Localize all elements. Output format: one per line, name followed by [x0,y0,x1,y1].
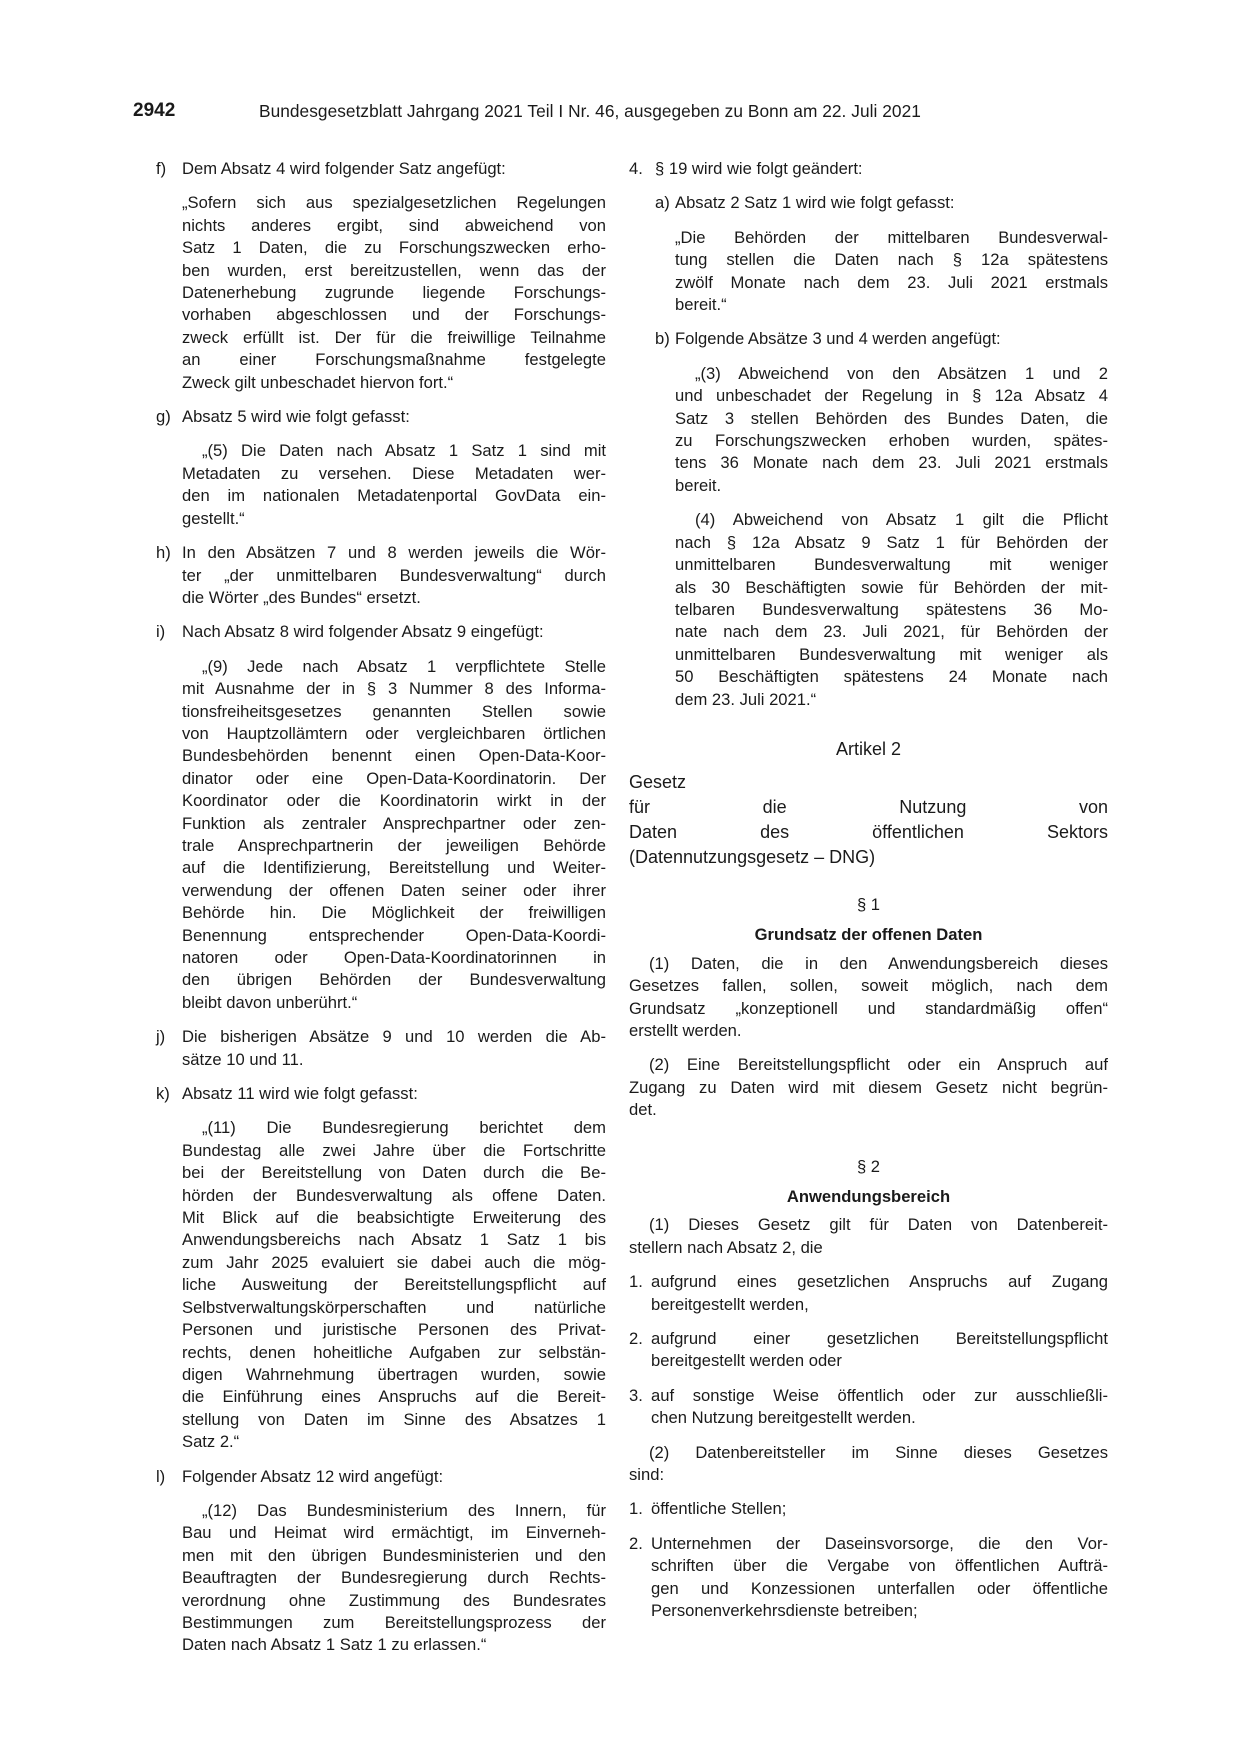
text-line: bereit. [675,475,722,495]
quoted-text [675,227,1108,317]
list-item [629,1533,1108,1623]
item-label: i) [156,622,166,642]
text-line: von Hauptzollämtern oder vergleichbaren örtlichen [182,723,606,743]
page-header [133,100,1113,130]
section-2-paragraph-1 [629,1214,1108,1259]
text-line: „(9) Jede nach Absatz 1 verpflichtete Stelle [202,656,606,676]
amendment-item-j [156,1026,606,1071]
section-2-list-1 [629,1271,1108,1441]
quoted-text [182,192,606,394]
section-title-1: Grundsatz der offenen Daten [754,925,983,945]
text-line: chen Nutzung bereitgestellt werden. [651,1408,916,1428]
text-line: auf die Identifizierung, Bereitstellung und Weiter- [182,858,606,878]
item-label: h) [156,543,171,563]
text-line: Selbstverwaltungskörperschaften und natürliche [182,1297,606,1317]
list-item-text [651,1385,1108,1430]
amendment-item-g [156,406,606,530]
text-line: sätze 10 und 11. [182,1049,304,1069]
text-line: Zweck gilt unbeschadet hiervon fort.“ [182,372,454,392]
text-line: nichts anderes ergibt, sind abweichend von [182,215,606,235]
text-line: bereitgestellt werden, [651,1294,809,1314]
list-item-text [651,1328,1108,1373]
sub-item-text: Absatz 2 Satz 1 wird wie folgt gefasst: [675,193,955,213]
text-line: Bau und Heimat wird ermächtigt, im Einverneh- [182,1523,606,1543]
text-line: als 30 Beschäftigten sowie für Behörden der mit- [675,577,1108,597]
item-label: l) [156,1466,166,1486]
text-line: tens 36 Monate nach dem 23. Juli 2021 erstmals [675,453,1108,473]
text-line: die Einführung eines Anspruchs auf die Bereit- [182,1387,606,1407]
text-line: Die bisherigen Absätze 9 und 10 werden die Ab- [182,1027,606,1047]
text-line: verordnung ohne Zustimmung des Bundesrates [182,1590,606,1610]
text-line: aufgrund einer gesetzlichen Bereitstellungspflicht [651,1329,1108,1349]
item-text: Dem Absatz 4 wird folgender Satz angefügt: [182,159,506,178]
text-line: Beauftragten der Bundesregierung durch Rechts- [182,1568,606,1588]
text-line: stellern nach Absatz 2, die [629,1237,823,1257]
text-line: zweck erfüllt ist. Der für die freiwillige Teilnahme [182,327,606,347]
text-line: 50 Beschäftigten spätestens 24 Monate nach [675,667,1108,687]
text-line: natoren oder Open-Data-Koordinatorinnen in [182,948,606,967]
quoted-text-paragraph-4 [675,509,1108,711]
text-line: dinator oder eine Open-Data-Koordinatorin. Der [182,768,606,788]
text-line: (2) Datenbereitsteller im Sinne dieses Gesetzes [649,1442,1108,1462]
amendment-item-k [156,1083,606,1454]
text-line: vorhaben abgeschlossen und der Forschungs- [182,305,606,325]
text-line: (2) Eine Bereitstellungspflicht oder ein Anspruch auf [649,1055,1108,1075]
text-line: ter „der unmittelbaren Bundesverwaltung“ durch [182,565,606,585]
amendment-item-f [156,158,606,394]
sub-item-label: a) [655,193,670,213]
text-line: die Wörter „des Bundes“ ersetzt. [182,587,421,607]
left-column [156,158,606,1657]
text-line: rechts, denen hoheitliche Aufgaben zur selbstän- [182,1342,606,1362]
list-item-label: 2. [629,1329,643,1349]
quoted-text-paragraph-3 [675,363,1108,497]
text-line: Satz 3 stellen Behörden des Bundes Daten, die [675,408,1108,428]
quoted-text [182,656,606,1015]
text-line: an einer Forschungsmaßnahme festgelegte [182,350,606,370]
text-line: (1) Daten, die in den Anwendungsbereich dieses [649,953,1108,973]
item-text: Nach Absatz 8 wird folgender Absatz 9 eingefügt: [182,622,544,642]
right-column [629,158,1108,1635]
item-text: Folgender Absatz 12 wird angefügt: [182,1466,444,1486]
list-item-text [651,1271,1108,1316]
text-line: Personenverkehrsdienste betreiben; [651,1601,918,1621]
text-line: men mit den übrigen Bundesministerien und den [182,1545,606,1565]
item-text [182,542,606,609]
list-item-label: 2. [629,1533,643,1553]
text-line: verwendung der offenen Daten seiner oder ihrer [182,880,606,900]
text-line: zu Forschungszwecken erhoben wurden, spätes- [675,431,1108,451]
text-line: „(5) Die Daten nach Absatz 1 Satz 1 sind mit [202,441,606,461]
text-line: aufgrund eines gesetzlichen Anspruchs auf Zugang [651,1272,1108,1292]
list-item-text [651,1498,1108,1520]
text-line: Daten des öffentlichen Sektors [629,821,1108,842]
section-1-paragraph-1 [629,953,1108,1043]
text-line: Metadaten zu versehen. Diese Metadaten wer- [182,463,606,483]
item-label: j) [156,1027,166,1047]
text-line: bleibt davon unberührt.“ [182,992,358,1012]
text-line: unmittelbaren Bundesverwaltung mit weniger als [675,644,1108,664]
section-1-paragraph-2 [629,1054,1108,1121]
section-2-list-2 [629,1498,1108,1634]
text-line: für die Nutzung von [629,796,1108,817]
section-2-paragraph-2 [629,1442,1108,1487]
text-line: „Die Behörden der mittelbaren Bundesverwal- [675,227,1108,247]
item-text: § 19 wird wie folgt geändert: [655,159,863,178]
item-text [182,1026,606,1071]
text-line: den übrigen Behörden der Bundesverwaltung [182,970,606,990]
text-line: gestellt.“ [182,508,245,528]
text-line: „(12) Das Bundesministerium des Innern, für [202,1500,606,1520]
text-line: Anwendungsbereichs nach Absatz 1 Satz 1 bis [182,1230,606,1250]
text-line: Zugang zu Daten wird mit diesem Gesetz nicht begrün- [629,1077,1108,1097]
text-line: Satz 1 Daten, die zu Forschungszwecken erho- [182,238,606,258]
law-title [629,770,1108,870]
text-line: Mit Blick auf die beabsichtigte Erweiterung des [182,1208,606,1228]
list-item [629,1271,1108,1316]
text-line: digen Wahrnehmung übertragen wurden, sowie [182,1364,606,1384]
text-line: Bundesbehörden benennt einen Open-Data-Koor- [182,746,606,766]
text-line: gen und Konzessionen unterfallen oder öffentliche [651,1578,1108,1598]
list-item [629,1498,1108,1520]
text-line: bereitgestellt werden oder [651,1351,842,1371]
text-line: Personen und juristische Personen des Privat- [182,1320,606,1340]
text-line: stellung von Daten im Sinne des Absatzes 1 [182,1409,606,1429]
text-line: „(11) Die Bundesregierung berichtet dem [202,1118,606,1138]
amendment-item-h [156,542,606,609]
text-line: Benennung entsprechender Open-Data-Koordi- [182,925,606,945]
text-line: tung stellen die Daten nach § 12a spätestens [675,250,1108,270]
text-line: „Sofern sich aus spezialgesetzlichen Regelungen [182,193,606,213]
page-number: 2942 [133,100,176,121]
sub-item-b [655,328,1108,711]
sub-item-text: Folgende Absätze 3 und 4 werden angefügt: [675,329,1001,349]
text-line: nate nach dem 23. Juli 2021, für Behörden der [675,622,1108,642]
text-line: Datenerhebung zugrunde liegende Forschungs- [182,283,606,303]
text-line: In den Absätzen 7 und 8 werden jeweils die Wör- [182,543,606,563]
item-label: f) [156,159,167,178]
amendment-item-l [156,1466,606,1657]
text-line: trale Ansprechpartnerin der jeweiligen Behörde [182,835,606,855]
amendment-item-4 [629,158,1108,711]
text-line: (1) Dieses Gesetz gilt für Daten von Datenbereit- [649,1215,1108,1235]
item-text: Absatz 5 wird wie folgt gefasst: [182,407,410,427]
text-line: liche Ausweitung der Bereitstellungspflicht auf [182,1275,606,1295]
sub-item-label: b) [655,329,670,349]
text-line: ben wurden, erst bereitzustellen, wenn das der [182,260,606,280]
text-line: den im nationalen Metadatenportal GovData ein- [182,486,606,506]
text-line: Gesetzes fallen, sollen, soweit möglich, nach dem [629,976,1108,996]
gazette-header-title: Bundesgesetzblatt Jahrgang 2021 Teil I Nr. 46, ausgegeben zu Bonn am 22. Juli 2021 [259,101,921,121]
text-line: telbaren Bundesverwaltung spätestens 36 Mo- [675,599,1108,619]
text-line: det. [629,1100,657,1120]
text-line: bereit.“ [675,295,727,315]
text-line: öffentliche Stellen; [651,1499,787,1519]
text-line: dem 23. Juli 2021.“ [675,689,817,709]
text-line: (Datennutzungsgesetz – DNG) [629,846,876,867]
text-line: unmittelbaren Bundesverwaltung mit weniger [675,555,1108,575]
section-title-2: Anwendungsbereich [786,1187,951,1206]
text-line: hörden der Bundesverwaltung als offene Daten. [182,1185,606,1205]
list-item [629,1328,1108,1373]
text-line: und unbeschadet der Regelung in § 12a Absatz 4 [675,386,1108,406]
text-line: mit Ausnahme der in § 3 Nummer 8 des Informa- [182,679,606,699]
text-line: nach § 12a Absatz 9 Satz 1 für Behörden der [675,532,1108,552]
quoted-text [182,1117,606,1453]
text-line: auf sonstige Weise öffentlich oder zur ausschließli- [651,1385,1108,1405]
list-item-label: 3. [629,1385,643,1405]
text-line: Behörde hin. Die Möglichkeit der freiwilligen [182,903,606,923]
text-line: Bundestag alle zwei Jahre über die Fortschritte [182,1140,606,1160]
item-label: k) [156,1084,170,1104]
text-line: Unternehmen der Daseinsvorsorge, die den Vor- [651,1533,1108,1553]
text-line: sind: [629,1465,665,1485]
quoted-text [182,1500,606,1657]
sub-item-a [655,192,1108,316]
text-line: erstellt werden. [629,1020,742,1040]
list-item [629,1385,1108,1430]
text-line: „(3) Abweichend von den Absätzen 1 und 2 [695,363,1108,383]
section-sign-1: § 1 [856,894,881,914]
amendment-item-i [156,621,606,1014]
text-line: Koordinator oder die Koordinatorin wirkt in der [182,791,606,811]
item-label: 4. [629,159,643,178]
item-text: Absatz 11 wird wie folgt gefasst: [182,1084,418,1104]
text-line: schriften über die Vergabe von öffentlichen Aufträ- [651,1556,1108,1576]
section-sign-2: § 2 [856,1156,881,1176]
quoted-text [182,440,606,530]
item-label: g) [156,407,171,427]
text-line: Funktion als zentraler Ansprechpartner oder zen- [182,813,606,833]
text-line: Gesetz [629,771,687,792]
list-item-label: 1. [629,1499,643,1519]
list-item-label: 1. [629,1272,643,1292]
text-line: Satz 2.“ [182,1432,240,1452]
text-line: Daten nach Absatz 1 Satz 1 zu erlassen.“ [182,1635,487,1655]
text-line: tionsfreiheitsgesetzes genannten Stellen sowie [182,701,606,721]
text-line: Bestimmungen zum Bereitstellungsprozess der [182,1612,606,1632]
text-line: Grundsatz „konzeptionell und standardmäßig offen“ [629,998,1108,1018]
text-line: (4) Abweichend von Absatz 1 gilt die Pflicht [695,510,1108,530]
text-line: bei der Bereitstellung von Daten durch die Be- [182,1163,606,1183]
article-heading: Artikel 2 [835,738,902,759]
text-line: zum Jahr 2025 evaluiert sie dabei auch die mög- [182,1252,606,1272]
list-item-text [651,1533,1108,1623]
text-line: zwölf Monate nach dem 23. Juli 2021 erstmals [675,272,1108,292]
